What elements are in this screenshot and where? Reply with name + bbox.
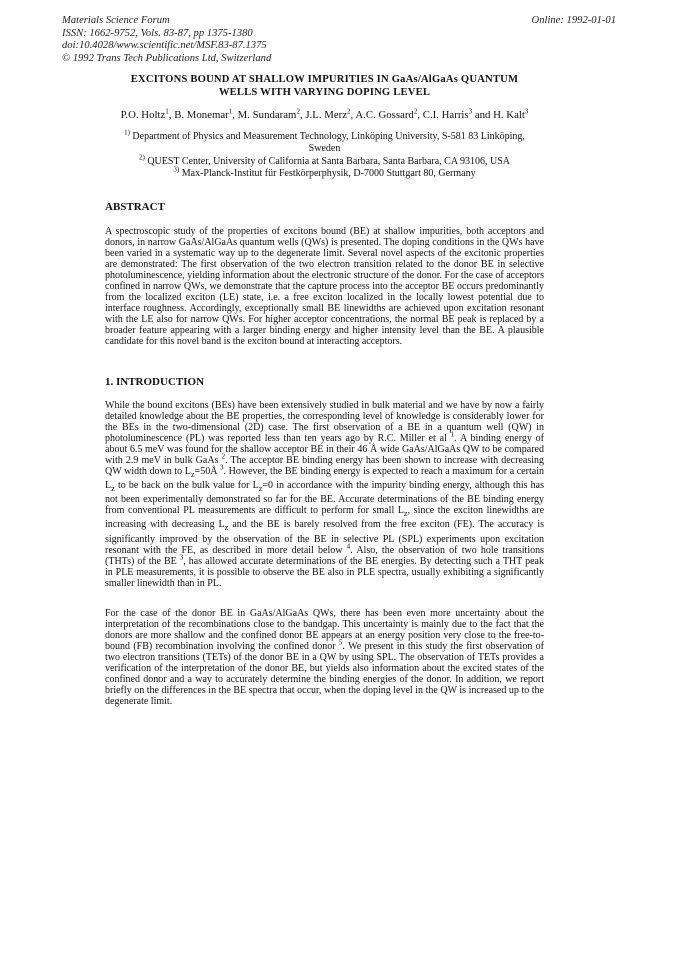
citation: 3 (179, 553, 184, 562)
title-line-2: WELLS WITH VARYING DOPING LEVEL (218, 86, 431, 98)
subscript: z (190, 470, 195, 480)
citation: 5 (338, 638, 343, 647)
issn-line: ISSN: 1662-9752, Vols. 83-87, pp 1375-1380 (62, 27, 253, 39)
text-run: . Also, the observation of two hole transitions (THTs) of the BE (105, 544, 544, 567)
subscript: z (258, 484, 263, 494)
text-run: . The acceptor BE binding energy has been shown to increase with decreasing QW width down to L (105, 455, 544, 478)
author-name: P.O. Holtz (120, 109, 166, 121)
affiliation-text: Max-Planck-Institut für Festkörperphysik, D-7000 Stuttgart 80, Germany (179, 168, 476, 180)
affiliation-mark: 2 (296, 107, 300, 116)
affiliation-mark: 1 (165, 107, 169, 116)
text-run: . We present in this study the first observation of two electron transitions (TETs) of the donor BE in a QW by using SPL. The observation of TETs provides a verification of the interpretation of the donor BE, but yields also information about the excited states of the confined donor and a way to accurately determine the binding energies of the donor. In addition, we report briefly on the differences in the BE spectra that occur, when the doping level in the QW is increased up to the degenerate limit. (105, 641, 544, 708)
introduction-paragraph-2 (105, 608, 544, 707)
text-run: . A binding energy of about 6.5 meV was found for the shallow acceptor BE in their 46 Å wide GaAs/AlGaAs QW to be compared with 2.9 meV in bulk GaAs (105, 433, 544, 467)
paper-title (105, 74, 544, 99)
subscript: z (111, 484, 115, 494)
doi-line[interactable]: doi:10.4028/www.scientific.net/MSF.83-87.1375 (62, 40, 267, 52)
introduction-paragraph-1 (105, 400, 544, 589)
affiliation-mark: 2 (347, 107, 351, 116)
title-line-1: EXCITONS BOUND AT SHALLOW IMPURITIES IN GaAs/AlGaAs QUANTUM (130, 74, 519, 85)
affiliation-mark: 3 (468, 107, 473, 116)
affiliation-1-cont: Sweden (308, 143, 341, 155)
citation: 3 (220, 463, 224, 472)
affiliation-mark: 3 (524, 107, 529, 116)
text-run: For the case of the donor BE in GaAs/AlGaAs QWs, there has been even more uncertainty about the interpretation of the recombinations close to the bandgap. This uncertainty is mainly due to the fact that the donors are more shallow and the confined donor BE appears at an energy position very close to the free-to-bound (FB) recombination involving the confined donor (105, 608, 544, 653)
affiliation-number: 3) (173, 165, 180, 174)
affiliation-2 (105, 153, 544, 168)
citation: 2 (221, 452, 226, 461)
affiliation-mark: 2 (413, 107, 418, 116)
introduction-heading: 1. INTRODUCTION (105, 376, 205, 388)
affiliation-number: 2) (138, 153, 145, 162)
copyright-line: © 1992 Trans Tech Publications Ltd, Switzerland (62, 52, 272, 64)
affiliation-number: 1) (124, 128, 130, 137)
text-run: While the bound excitons (BEs) have been extensively studied in bulk material and we have by now a fairly detailed knowledge about the BE properties, the corresponding level of knowledge is considerably lower for the BEs in the two-dimensional (2D) case. The first observation of a BE in a quantum well (QW) in photoluminescence (PL) was reported less than ten years ago by R.C. Miller et al (105, 400, 544, 445)
abstract-heading: ABSTRACT (105, 201, 165, 213)
text-run: to be back on the bulk value for L (114, 480, 259, 492)
affiliation-text: QUEST Center, University of California at Santa Barbara, Santa Barbara, CA 93106, USA (144, 155, 510, 167)
citation: 1 (450, 430, 455, 439)
citation: 4 (346, 542, 351, 551)
text-run: , has allowed accurate determinations of the BE energies. By detecting such a THT peak in PLE measurements, it is possible to observe the BE also in PLE spectra, usually exhibiting a significantly smaller linewidth than in PL. (105, 555, 544, 589)
author-name: , J.L. Merz (299, 109, 348, 121)
journal-header (62, 15, 271, 65)
author-name: , C.I. Harris (417, 109, 469, 121)
author-name: , A.C. Gossard (350, 109, 414, 121)
affiliation-1 (105, 128, 544, 143)
author-list (105, 109, 544, 121)
subscript: z (403, 509, 408, 519)
text-run: =50Å (194, 466, 221, 478)
text-run: and the BE is barely resolved from the free exciton (FE). The accuracy is significantly improved by the observation of the BE in selective PL (SPL) experiments upon excitation resonant with the FE, as described in more detail below (105, 519, 545, 556)
online-date: Online: 1992-01-01 (531, 15, 616, 26)
affiliations (105, 128, 544, 181)
affiliation-text: Department of Physics and Measurement Technology, Linköping University, S-581 83 Linköping, (129, 131, 525, 142)
text-run: . However, the BE binding energy is expected to reach a maximum for a certain L (105, 466, 544, 492)
journal-name: Materials Science Forum (62, 15, 170, 26)
text-run: , since the exciton linewidths are increasing with decreasing L (105, 505, 545, 531)
subscript: z (224, 523, 229, 533)
text-run: =0 in accordance with the impurity binding energy, although this has not been experimentally demonstrated so far for the BE. Accurate determinations of the BE binding energy from conventional PL measurements are difficult to perform for small L (105, 480, 544, 517)
author-name: and H. Kalt (472, 109, 525, 121)
affiliation-mark: 1 (228, 107, 233, 116)
author-name: , B. Monemar (168, 109, 229, 121)
author-name: , M. Sundaram (232, 109, 297, 121)
affiliation-3 (105, 165, 544, 180)
abstract-body: A spectroscopic study of the properties of excitons bound (BE) at shallow impurities, both acceptors and donors, in narrow GaAs/AlGaAs quantum wells (QWs) is presented. The doping conditions in the QWs have been varied in a systematic way up to the degenerate limit. Several novel aspects of the excitonic properties are demonstrated: The first observation of the two electron transition related to the donor BE in selective photoluminescence, yielding information about the electronic structure of the donor. For the case of acceptors confined in narrow QWs, we demonstrate that the capture process into the acceptor BE occurs predominantly from the localized exciton (LE) state, i.e. a free exciton localized in the locally lowest potential due to interface roughness. Accordingly, exceptionally small BE linewidths are achieved upon excitation resonant with the LE also for narrow QWs. For higher acceptor concentrations, the normal BE peak is replaced by a broader feature appearing with a larger binding energy and higher intensity level than the BE. A plausible candidate for this novel band is the exciton bound at interacting acceptors. (105, 226, 544, 348)
